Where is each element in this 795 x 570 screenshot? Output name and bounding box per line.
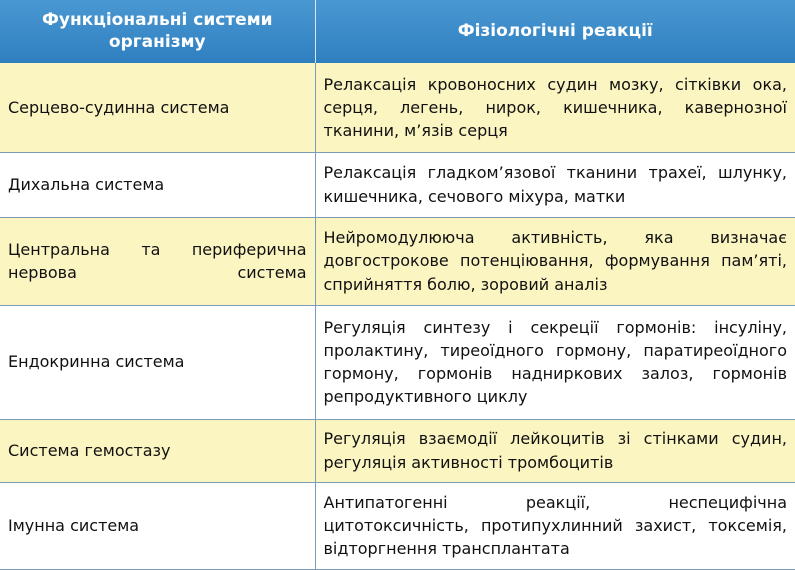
table-body <box>0 63 795 569</box>
system-cell: Ендокринна система <box>0 305 315 419</box>
reaction-cell: Релаксація гладком’язової тканини трахеї, шлунку, кишечника, сечового міхура, матки <box>315 152 795 217</box>
table-row <box>0 63 795 152</box>
header-row <box>0 0 795 63</box>
table-header <box>0 0 795 63</box>
system-cell: Імунна система <box>0 482 315 569</box>
table-row <box>0 305 795 419</box>
table-row <box>0 152 795 217</box>
system-cell: Серцево-судинна система <box>0 63 315 152</box>
system-cell: Дихальна система <box>0 152 315 217</box>
header-systems: Функціональні системи організму <box>0 0 315 63</box>
reaction-cell: Регуляція взаємодії лейкоцитів зі стінками судин, регуляція активності тромбоцитів <box>315 419 795 482</box>
table-row <box>0 217 795 305</box>
table-row <box>0 482 795 569</box>
reaction-cell: Нейромодулююча активність, яка визначає довгострокове потенціювання, формування пам’яті, сприйняття болю, зоровий аналіз <box>315 217 795 305</box>
system-cell: Система гемостазу <box>0 419 315 482</box>
reaction-cell: Антипатогенні реакції, неспецифічна цитотоксичність, протипухлинний захист, токсемія, відторгнення трансплантата <box>315 482 795 569</box>
header-reactions: Фізіологічні реакції <box>315 0 795 63</box>
table-row <box>0 419 795 482</box>
reaction-cell: Регуляція синтезу і секреції гормонів: інсуліну, пролактину, тиреоїдного гормону, паратиреоїдного гормону, гормонів надниркових залоз, гормонів репродуктивного циклу <box>315 305 795 419</box>
reaction-cell: Релаксація кровоносних судин мозку, сітківки ока, серця, легень, нирок, кишечника, кавернозної тканини, м’язів серця <box>315 63 795 152</box>
system-cell: Центральна та периферична нервова система <box>0 217 315 305</box>
